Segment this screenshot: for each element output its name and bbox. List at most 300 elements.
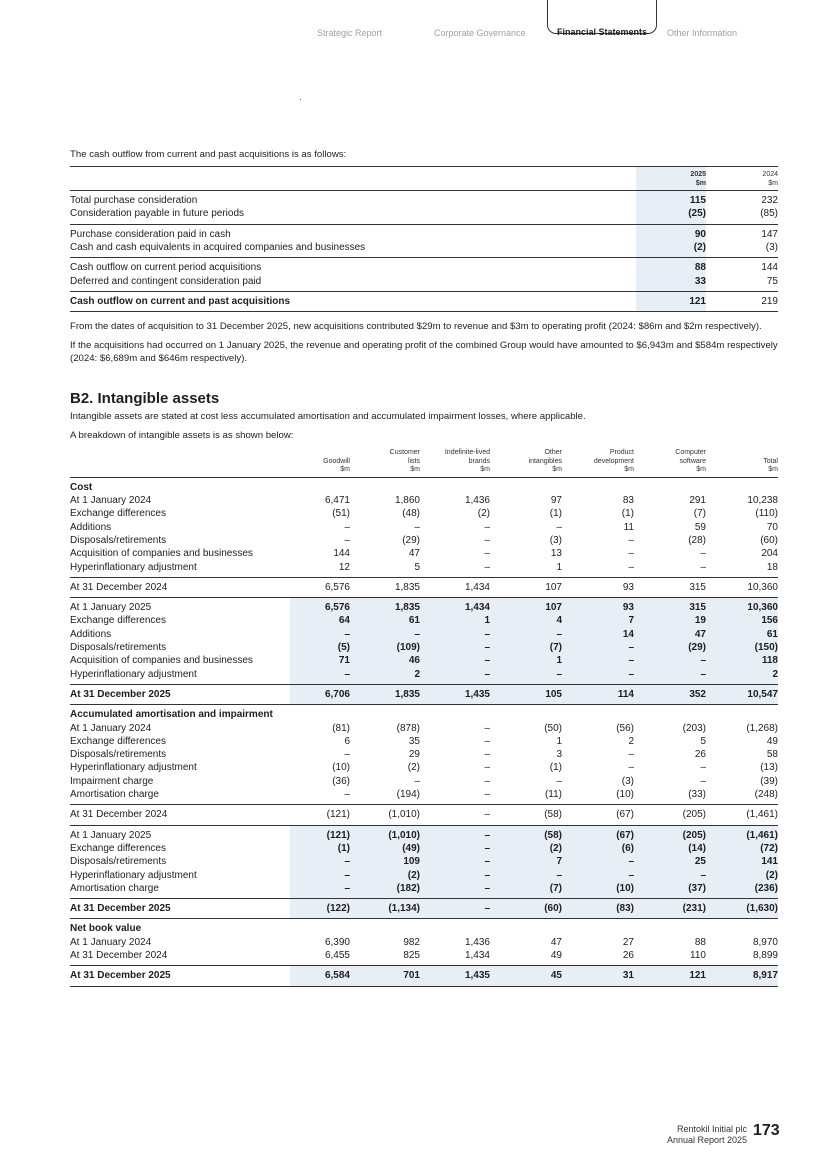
value-cell: –	[420, 882, 490, 899]
table-header-row	[70, 449, 778, 477]
table-row	[70, 668, 778, 685]
table-row	[70, 641, 778, 654]
value-cell: (205)	[634, 805, 706, 825]
value-cell: –	[628, 762, 634, 774]
table-row	[70, 241, 778, 258]
value-cell: 8,970	[752, 936, 778, 948]
table-row	[70, 855, 778, 868]
value-cell: –	[490, 628, 562, 641]
intangible-assets-section	[70, 390, 778, 442]
value-cell: 5	[700, 735, 706, 747]
value-cell: 1,436	[464, 936, 490, 948]
row-label: At 1 January 2024	[70, 722, 152, 734]
value-cell: 7	[562, 614, 634, 627]
value-cell: 31	[562, 966, 634, 986]
value-cell: 10,360	[706, 577, 778, 597]
value-cell: 47	[634, 628, 706, 641]
value-cell: (1)	[290, 842, 350, 855]
row-label: Exchange differences	[70, 615, 166, 627]
value-cell: (14)	[634, 842, 706, 855]
value-cell: (67)	[562, 805, 634, 825]
value-cell: (122)	[290, 899, 350, 919]
empty-cell	[634, 919, 706, 936]
empty-cell	[490, 477, 562, 494]
cashflow-table-wrap	[70, 166, 778, 312]
value-cell: 141	[706, 855, 778, 868]
row-label: At 1 January 2025	[70, 598, 290, 615]
value-cell: 1,835	[350, 598, 420, 615]
value-cell: –	[290, 628, 350, 641]
value-cell: –	[628, 561, 634, 573]
value-cell: 6,706	[290, 684, 350, 704]
empty-cell	[290, 919, 350, 936]
value-2025: 33	[636, 275, 706, 292]
row-label: At 1 January 2024	[70, 936, 152, 948]
value-cell: 6,576	[290, 577, 350, 597]
value-cell: 6,471	[324, 495, 350, 507]
value-cell: (1)	[549, 508, 562, 520]
section-subheading-row	[70, 477, 778, 494]
row-label: Purchase consideration paid in cash	[70, 224, 636, 241]
empty-cell	[420, 477, 490, 494]
empty-cell	[290, 705, 350, 722]
value-cell: –	[634, 668, 706, 685]
header-label-cell	[70, 167, 636, 191]
row-label: Consideration payable in future periods	[70, 208, 244, 220]
value-cell: 93	[562, 577, 634, 597]
value-cell: (121)	[290, 825, 350, 842]
value-cell: (1,010)	[350, 825, 420, 842]
tab-strategic-report[interactable]: Strategic Report	[317, 28, 383, 38]
value-cell: 88	[694, 936, 706, 948]
value-cell: –	[628, 749, 634, 761]
value-cell: –	[420, 654, 490, 667]
value-cell: (49)	[350, 842, 420, 855]
value-cell: 4	[490, 614, 562, 627]
value-cell: –	[700, 548, 706, 560]
row-label: Amortisation charge	[70, 882, 159, 894]
value-cell: 114	[562, 684, 634, 704]
value-cell: 2	[628, 735, 634, 747]
value-cell: 49	[766, 735, 778, 747]
value-cell: 64	[290, 614, 350, 627]
row-label: Disposals/retirements	[70, 856, 167, 868]
column-header: Product development $m	[593, 449, 634, 474]
value-cell: (5)	[290, 641, 350, 654]
section-navigation	[0, 0, 825, 48]
value-cell: –	[420, 899, 490, 919]
report-title: Annual Report 2025	[666, 1135, 747, 1145]
row-label: Hyperinflationary adjustment	[70, 762, 197, 774]
value-cell: (28)	[688, 534, 706, 546]
value-cell: –	[290, 855, 350, 868]
table-row	[70, 761, 778, 774]
value-cell: –	[484, 548, 490, 560]
value-cell: (231)	[634, 899, 706, 919]
value-cell: 58	[766, 749, 778, 761]
value-cell: –	[344, 789, 350, 801]
tab-other-information[interactable]: Other Information	[667, 28, 738, 38]
value-cell: –	[344, 521, 350, 533]
table-row	[70, 207, 778, 224]
value-cell: 1,835	[350, 684, 420, 704]
value-cell: 83	[622, 495, 634, 507]
row-label: At 31 December 2024	[70, 805, 290, 825]
table-row	[70, 842, 778, 855]
section-subheading: Cost	[70, 477, 290, 494]
row-label: At 31 December 2025	[70, 684, 290, 704]
value-2025: 121	[636, 291, 706, 311]
row-label: Disposals/retirements	[70, 749, 167, 761]
value-cell: 107	[490, 577, 562, 597]
value-cell: 3	[556, 749, 562, 761]
row-label: Disposals/retirements	[70, 534, 167, 546]
section-subheading-row	[70, 705, 778, 722]
row-label: At 31 December 2025	[70, 899, 290, 919]
value-cell: (56)	[616, 722, 634, 734]
value-cell: 61	[706, 628, 778, 641]
value-2024: 75	[766, 275, 778, 287]
value-cell: 10,238	[747, 495, 778, 507]
value-cell: (50)	[544, 722, 562, 734]
value-cell: 121	[634, 966, 706, 986]
value-cell: 10,547	[706, 684, 778, 704]
value-cell: –	[290, 882, 350, 899]
value-2024: (3)	[765, 242, 778, 254]
value-cell: (1,010)	[350, 805, 420, 825]
value-cell: –	[562, 855, 634, 868]
value-cell: 59	[694, 521, 706, 533]
row-label: At 31 December 2024	[70, 949, 168, 961]
value-cell: 1,434	[420, 598, 490, 615]
value-cell: 5	[414, 561, 420, 573]
value-cell: (58)	[490, 825, 562, 842]
value-cell: 109	[350, 855, 420, 868]
row-label: At 1 January 2025	[70, 825, 290, 842]
value-cell: (878)	[396, 722, 420, 734]
value-cell: –	[562, 641, 634, 654]
value-cell: –	[700, 762, 706, 774]
empty-cell	[290, 477, 350, 494]
value-cell: –	[344, 534, 350, 546]
empty-cell	[634, 705, 706, 722]
value-cell: 982	[403, 936, 420, 948]
value-cell: –	[420, 855, 490, 868]
value-cell: (182)	[350, 882, 420, 899]
table-row	[70, 614, 778, 627]
value-cell: (36)	[332, 775, 350, 787]
value-cell: (248)	[754, 789, 778, 801]
row-label: Hyperinflationary adjustment	[70, 869, 197, 881]
empty-cell	[490, 919, 562, 936]
empty-cell	[350, 919, 420, 936]
value-cell: 45	[490, 966, 562, 986]
cashflow-section	[70, 148, 778, 162]
value-cell: –	[700, 561, 706, 573]
value-cell: (3)	[549, 534, 562, 546]
value-cell: (13)	[760, 762, 778, 774]
value-cell: (109)	[350, 641, 420, 654]
table-row	[70, 805, 778, 825]
value-cell: –	[484, 521, 490, 533]
section-subheading: Accumulated amortisation and impairment	[70, 705, 290, 722]
value-cell: 25	[634, 855, 706, 868]
table-row	[70, 735, 778, 748]
row-label: Cash outflow on current and past acquisitions	[70, 291, 636, 311]
value-cell: 71	[290, 654, 350, 667]
row-label: At 31 December 2025	[70, 966, 290, 986]
value-2025: (25)	[636, 207, 706, 224]
value-cell: (2)	[706, 869, 778, 882]
value-cell: (60)	[760, 534, 778, 546]
column-header: Other intangibles $m	[528, 449, 562, 474]
value-2025: 88	[636, 258, 706, 275]
value-cell: 97	[550, 495, 562, 507]
empty-cell	[490, 705, 562, 722]
row-label: Deferred and contingent consideration paid	[70, 275, 262, 287]
value-cell: (2)	[477, 508, 490, 520]
table-row	[70, 534, 778, 547]
value-cell: –	[484, 722, 490, 734]
value-cell: 1	[556, 561, 562, 573]
value-cell: (39)	[760, 775, 778, 787]
table-header-row	[70, 167, 778, 191]
table-row	[70, 507, 778, 520]
value-cell: 825	[403, 949, 420, 961]
value-cell: –	[420, 842, 490, 855]
intangibles-table	[70, 449, 778, 987]
table-row	[70, 191, 778, 208]
row-label: Acquisition of companies and businesses	[70, 655, 253, 667]
value-cell: –	[634, 654, 706, 667]
breakdown-intro: A breakdown of intangible assets is as shown below:	[70, 429, 294, 441]
value-cell: 2	[706, 668, 778, 685]
row-label: Amortisation charge	[70, 789, 159, 801]
value-cell: –	[290, 668, 350, 685]
value-2024: 219	[706, 291, 778, 311]
page-number: 173	[753, 1122, 780, 1139]
value-cell: (72)	[706, 842, 778, 855]
table-row	[70, 949, 778, 966]
value-cell: 204	[761, 548, 778, 560]
value-cell: (51)	[332, 508, 350, 520]
value-cell: –	[562, 869, 634, 882]
value-cell: –	[290, 869, 350, 882]
value-cell: –	[556, 775, 562, 787]
header-label-cell	[70, 449, 290, 477]
table-row	[70, 275, 778, 292]
table-row	[70, 577, 778, 597]
value-cell: (10)	[562, 882, 634, 899]
company-name: Rentokil Initial plc	[676, 1124, 747, 1134]
value-cell: (3)	[621, 775, 634, 787]
value-cell: 6,390	[324, 936, 350, 948]
value-cell: 1	[420, 614, 490, 627]
value-cell: –	[420, 628, 490, 641]
value-cell: 1,434	[420, 577, 490, 597]
value-cell: 47	[408, 548, 420, 560]
value-cell: –	[350, 628, 420, 641]
empty-cell	[634, 477, 706, 494]
table-row	[70, 628, 778, 641]
value-2025: 115	[636, 191, 706, 208]
value-cell: 93	[562, 598, 634, 615]
value-cell: 19	[634, 614, 706, 627]
value-cell: –	[484, 749, 490, 761]
acquisition-notes	[70, 320, 778, 366]
value-cell: –	[420, 825, 490, 842]
value-2024: 232	[706, 191, 778, 208]
table-row	[70, 494, 778, 507]
value-cell: 1	[556, 735, 562, 747]
value-cell: –	[420, 805, 490, 825]
column-header: Customer lists $m	[389, 449, 420, 474]
value-cell: 315	[634, 598, 706, 615]
value-cell: 8,917	[706, 966, 778, 986]
value-cell: (1,461)	[706, 805, 778, 825]
value-2024: (85)	[760, 208, 778, 220]
value-cell: –	[634, 869, 706, 882]
value-cell: –	[420, 869, 490, 882]
column-header: Computer software $m	[675, 449, 706, 474]
value-cell: (203)	[682, 722, 706, 734]
value-cell: (60)	[490, 899, 562, 919]
table-row	[70, 598, 778, 615]
value-cell: (2)	[407, 762, 420, 774]
row-label: Additions	[70, 521, 112, 533]
header-2024: 2024 $m	[706, 167, 778, 191]
cashflow-intro: The cash outflow from current and past acquisitions is as follows:	[70, 149, 347, 160]
value-cell: (37)	[634, 882, 706, 899]
column-header: Goodwill $m	[323, 457, 350, 474]
value-cell: 1,860	[394, 495, 420, 507]
value-cell: (33)	[688, 789, 706, 801]
row-label: Exchange differences	[70, 842, 166, 854]
value-cell: 315	[634, 577, 706, 597]
value-cell: 61	[350, 614, 420, 627]
value-2025: (2)	[636, 241, 706, 258]
column-header: Total $m	[763, 457, 778, 474]
value-2025: 90	[636, 224, 706, 241]
value-cell: (1,630)	[706, 899, 778, 919]
value-cell: –	[484, 789, 490, 801]
table-row	[70, 224, 778, 241]
row-label: Cash outflow on current period acquisitions	[70, 258, 636, 275]
row-label: Hyperinflationary adjustment	[70, 561, 197, 573]
value-cell: –	[484, 735, 490, 747]
value-cell: 46	[350, 654, 420, 667]
table-row	[70, 722, 778, 735]
value-cell: –	[484, 762, 490, 774]
row-label: Cash and cash equivalents in acquired companies and businesses	[70, 242, 366, 254]
table-row	[70, 521, 778, 534]
empty-cell	[706, 919, 778, 936]
value-cell: 6,576	[290, 598, 350, 615]
table-row	[70, 869, 778, 882]
value-cell: –	[700, 775, 706, 787]
stray-dot	[300, 99, 301, 100]
value-cell: (10)	[616, 789, 634, 801]
table-total-row	[70, 966, 778, 986]
value-cell: 144	[333, 548, 350, 560]
value-cell: –	[562, 654, 634, 667]
value-cell: (110)	[755, 508, 778, 520]
value-cell: 26	[622, 949, 634, 961]
value-cell: 47	[550, 936, 562, 948]
table-row	[70, 561, 778, 578]
table-row	[70, 654, 778, 667]
table-row	[70, 882, 778, 899]
value-cell: 1,435	[420, 966, 490, 986]
value-cell: (10)	[332, 762, 350, 774]
row-label: Additions	[70, 628, 112, 640]
value-cell: –	[490, 869, 562, 882]
empty-cell	[562, 477, 634, 494]
row-label: Exchange differences	[70, 735, 166, 747]
value-cell: –	[556, 521, 562, 533]
value-cell: 105	[490, 684, 562, 704]
value-cell: 7	[490, 855, 562, 868]
table-total-row	[70, 899, 778, 919]
value-cell: (1,268)	[746, 722, 778, 734]
value-cell: (48)	[402, 508, 420, 520]
value-cell: (1,461)	[706, 825, 778, 842]
empty-cell	[420, 705, 490, 722]
empty-cell	[706, 705, 778, 722]
combined-group-note: If the acquisitions had occurred on 1 January 2025, the revenue and operating profit of the combined Group would have amounted to $6,943m and $584m respectively (2024: $6,689m and $646m respectively).	[70, 339, 778, 365]
value-cell: –	[628, 534, 634, 546]
empty-cell	[706, 477, 778, 494]
row-label: At 1 January 2024	[70, 495, 152, 507]
value-cell: (194)	[396, 789, 420, 801]
value-cell: 6	[344, 735, 350, 747]
table-row	[70, 547, 778, 560]
table-total-row	[70, 291, 778, 311]
section-subheading-row	[70, 919, 778, 936]
value-2024: 144	[706, 258, 778, 275]
table-total-row	[70, 684, 778, 704]
value-cell: (1)	[549, 762, 562, 774]
value-cell: 352	[634, 684, 706, 704]
value-cell: (6)	[562, 842, 634, 855]
table-row	[70, 936, 778, 949]
tab-financial-statements[interactable]: Financial Statements	[547, 0, 657, 34]
value-cell: 18	[766, 561, 778, 573]
empty-cell	[420, 919, 490, 936]
value-cell: 2	[350, 668, 420, 685]
row-label: Disposals/retirements	[70, 642, 167, 654]
value-cell: (2)	[350, 869, 420, 882]
value-cell: (29)	[402, 534, 420, 546]
value-cell: 6,455	[324, 949, 350, 961]
value-cell: 1,434	[464, 949, 490, 961]
value-cell: 29	[408, 749, 420, 761]
tab-corporate-governance[interactable]: Corporate Governance	[434, 28, 526, 38]
intangibles-table-wrap	[70, 449, 778, 987]
value-cell: –	[414, 775, 420, 787]
value-cell: (1,134)	[350, 899, 420, 919]
section-heading: B2. Intangible assets	[70, 390, 220, 407]
header-2025: 2025 $m	[636, 167, 706, 191]
value-cell: 6,584	[290, 966, 350, 986]
column-header: Indefinite-lived brands $m	[444, 449, 490, 474]
value-cell: 1,435	[420, 684, 490, 704]
value-cell: (7)	[693, 508, 706, 520]
value-cell: 8,899	[752, 949, 778, 961]
table-row	[70, 258, 778, 275]
value-cell: (81)	[332, 722, 350, 734]
value-cell: 1,835	[350, 577, 420, 597]
